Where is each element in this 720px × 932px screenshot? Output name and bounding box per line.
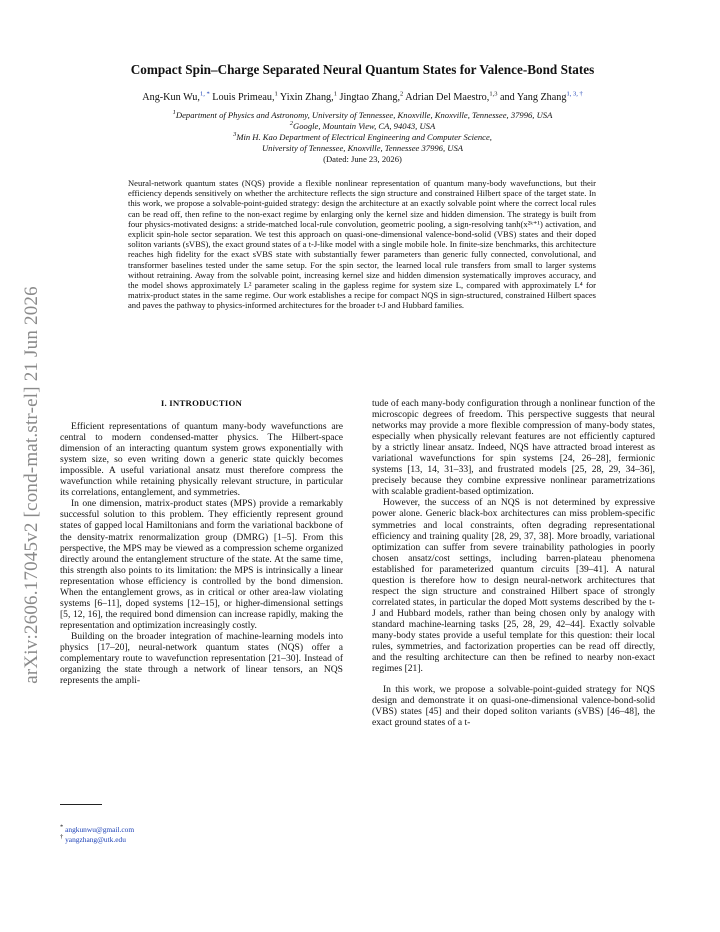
email-link[interactable]: angkunwu@gmail.com — [65, 825, 135, 834]
author-name: Yixin Zhang, — [277, 92, 334, 103]
affiliation-line: Min H. Kao Department of Electrical Engineering and Computer Science, — [236, 132, 492, 142]
affiliation-line: Department of Physics and Astronomy, University of Tennessee, Knoxville, Knoxville, Tennessee, 37996, USA — [175, 110, 553, 120]
affil-number: 1 — [172, 109, 176, 117]
affil-number: 2 — [289, 120, 294, 128]
paragraph: In one dimension, matrix-product states (MPS) provide a remarkably successful solution to this problem. They efficiently represent ground states of gapped local Hamiltonians and form the variational backbone of the density-matrix renormalization group (DMRG) [1–5]. From this perspective, the MPS may be viewed as a compression scheme organized directly around the entanglement structure of the state. At the same time, this strength also points to its limitation: the MPS is intrinsically a linear representation whose efficiency is controlled by the bond dimension. When the entanglement grows, as in critical or other area-law violating systems [6–11], doped systems [12–15], or higher-dimensional settings [5, 12, 16], the required bond dimension can increase rapidly, making the representation and optimization increasingly costly. — [60, 498, 343, 631]
paragraph: However, the success of an NQS is not determined by expressive power alone. Generic black-box architectures can miss problem-specific symmetries and local constraints, often degrading representational efficiency and training quality [28, 29, 37, 38]. More broadly, variational optimization can suffer from severe trainability pathologies in poorly chosen ansatz/cost settings, including barren-plateau phenomena established for parameterized quantum circuits [39–41]. A natural question is therefore how to design neural-network architectures that respect the sign structure and constrained Hilbert space of strongly correlated states, in particular the doped Mott systems described by the t-J and Hubbard models, rather than being chosen only by analogy with standard machine-learning tasks [25, 28, 29, 42–44]. Exactly solvable many-body states provide a useful template for this question: their local rules, symmetries, and factorization properties can be read off directly, and the resulting architecture can then be refined to nearby non-exact regimes [21]. — [372, 497, 655, 675]
affil-number: 3 — [233, 131, 237, 139]
footnote-mark: † — [60, 833, 64, 841]
author-affil-mark: 1 — [333, 90, 337, 98]
section-heading: I. INTRODUCTION — [160, 398, 243, 408]
arxiv-side-stamp — [18, 250, 46, 720]
left-column — [60, 398, 343, 686]
footnotes — [60, 825, 134, 845]
paragraph: Building on the broader integration of machine-learning models into physics [17–20], neural-network quantum states (NQS) offer a complementary route to wavefunction representation [21–30]. Instead of organizing the state through a network of linear tensors, an NQS represents the ampli- — [60, 630, 343, 687]
abstract: Neural-network quantum states (NQS) provide a flexible nonlinear representation of quantum many-body wavefunctions, but their efficiency depends sensitively on whether the architecture reflects the sign structure and constrained Hilbert space of the target state. In this work, we propose a solvable-point-guided strategy: design the architecture at an exactly solvable point where the correct local rules can be read off, then refine to the non-exact regime by enlarging only the kernel size and hidden dimension. The strategy is built from four physics-motivated designs: a stride-matched local-rule convolution, geometric pooling, a sign-resolving tanh(x²ᵏ⁺¹) activation, and explicit spin-hole sector separation. We test this approach on quasi-one-dimensional valence-bond-solid (VBS) states and their doped soliton variants (sVBS), the exact ground states of a t-J-like model with a single mobile hole. In finite-size benchmarks, this architecture reaches high fidelity for the exact sVBS state with substantially fewer parameters than generic fully connected, convolutional, and transformer baselines tested under the same setup. For the spin sector, the learned local rule transfers from small to larger systems without retraining. Away from the solvable point, increasing kernel size and hidden dimension systematically improves accuracy, and the model shows approximately L² parameter scaling in the gapless regime for system size L, compared with approximately L⁴ for matrix-product states in the same regime. Our work establishes a recipe for compact NQS in sign-structured, constrained Hilbert spaces and paves the pathway to physics-informed architectures for the broader t-J and Hubbard families. — [128, 178, 596, 311]
email-link[interactable]: yangzhang@utk.edu — [65, 835, 126, 844]
arxiv-identifier: arXiv:2606.17045v2 [cond-mat.str-el] 21 Jun 2026 — [21, 286, 42, 684]
author-name: Louis Primeau, — [209, 92, 275, 103]
author-list — [60, 92, 665, 103]
author-name: Adrian Del Maestro, — [403, 92, 490, 103]
author-affil-mark[interactable]: 1, 3, † — [566, 90, 583, 98]
affiliation-block — [60, 110, 665, 165]
author-affil-mark: 2 — [400, 90, 404, 98]
footnote-divider — [60, 804, 102, 805]
footnote-mark: * — [60, 823, 64, 831]
paragraph: tude of each many-body configuration through a nonlinear function of the microscopic degrees of freedom. This perspective suggests that neural networks may provide a more flexible compression of many-body states, especially when physically relevant features are not efficiently captured by a strictly linear ansatz. Indeed, NQS have attracted broad interest as variational wavefunctions for spin systems [24, 26–28], fermionic systems [13, 14, 31–33], and frustrated models [25, 28, 29, 34–36], precisely because they combine expressive nonlinear parametrizations with scalable gradient-based optimization. — [372, 398, 655, 498]
paragraph: Efficient representations of quantum many-body wavefunctions are central to modern condensed-matter physics. The Hilbert-space dimension of an interacting quantum system grows exponentially with system size, so even writing down a generic state quickly becomes impossible. A useful variational ansatz must therefore compress the wavefunction while retaining physically relevant structure, in particular its correlations, entanglement, and symmetries. — [60, 421, 343, 499]
paper-title: Compact Spin–Charge Separated Neural Quantum States for Valence-Bond States — [130, 62, 595, 77]
author-name: and Yang Zhang — [497, 92, 567, 103]
author-name: Ang-Kun Wu, — [142, 92, 200, 103]
affiliation-line: University of Tennessee, Knoxville, Tennessee 37996, USA — [261, 143, 464, 153]
author-affil-mark: 1,3 — [489, 90, 498, 98]
affiliation-line: Google, Mountain View, CA, 94043, USA — [293, 121, 436, 131]
paragraph: In this work, we propose a solvable-point-guided strategy for NQS design and demonstrate it on quasi-one-dimensional valence-bond-solid (VBS) states [45] and their doped soliton variants (sVBS) [46–48], the exact ground states of a t- — [372, 684, 655, 729]
right-column — [372, 398, 655, 728]
author-affil-mark[interactable]: 1, * — [199, 90, 210, 98]
author-affil-mark: 1 — [274, 90, 278, 98]
author-name: Jingtao Zhang, — [336, 92, 401, 103]
date-line: (Dated: June 23, 2026) — [323, 154, 402, 164]
